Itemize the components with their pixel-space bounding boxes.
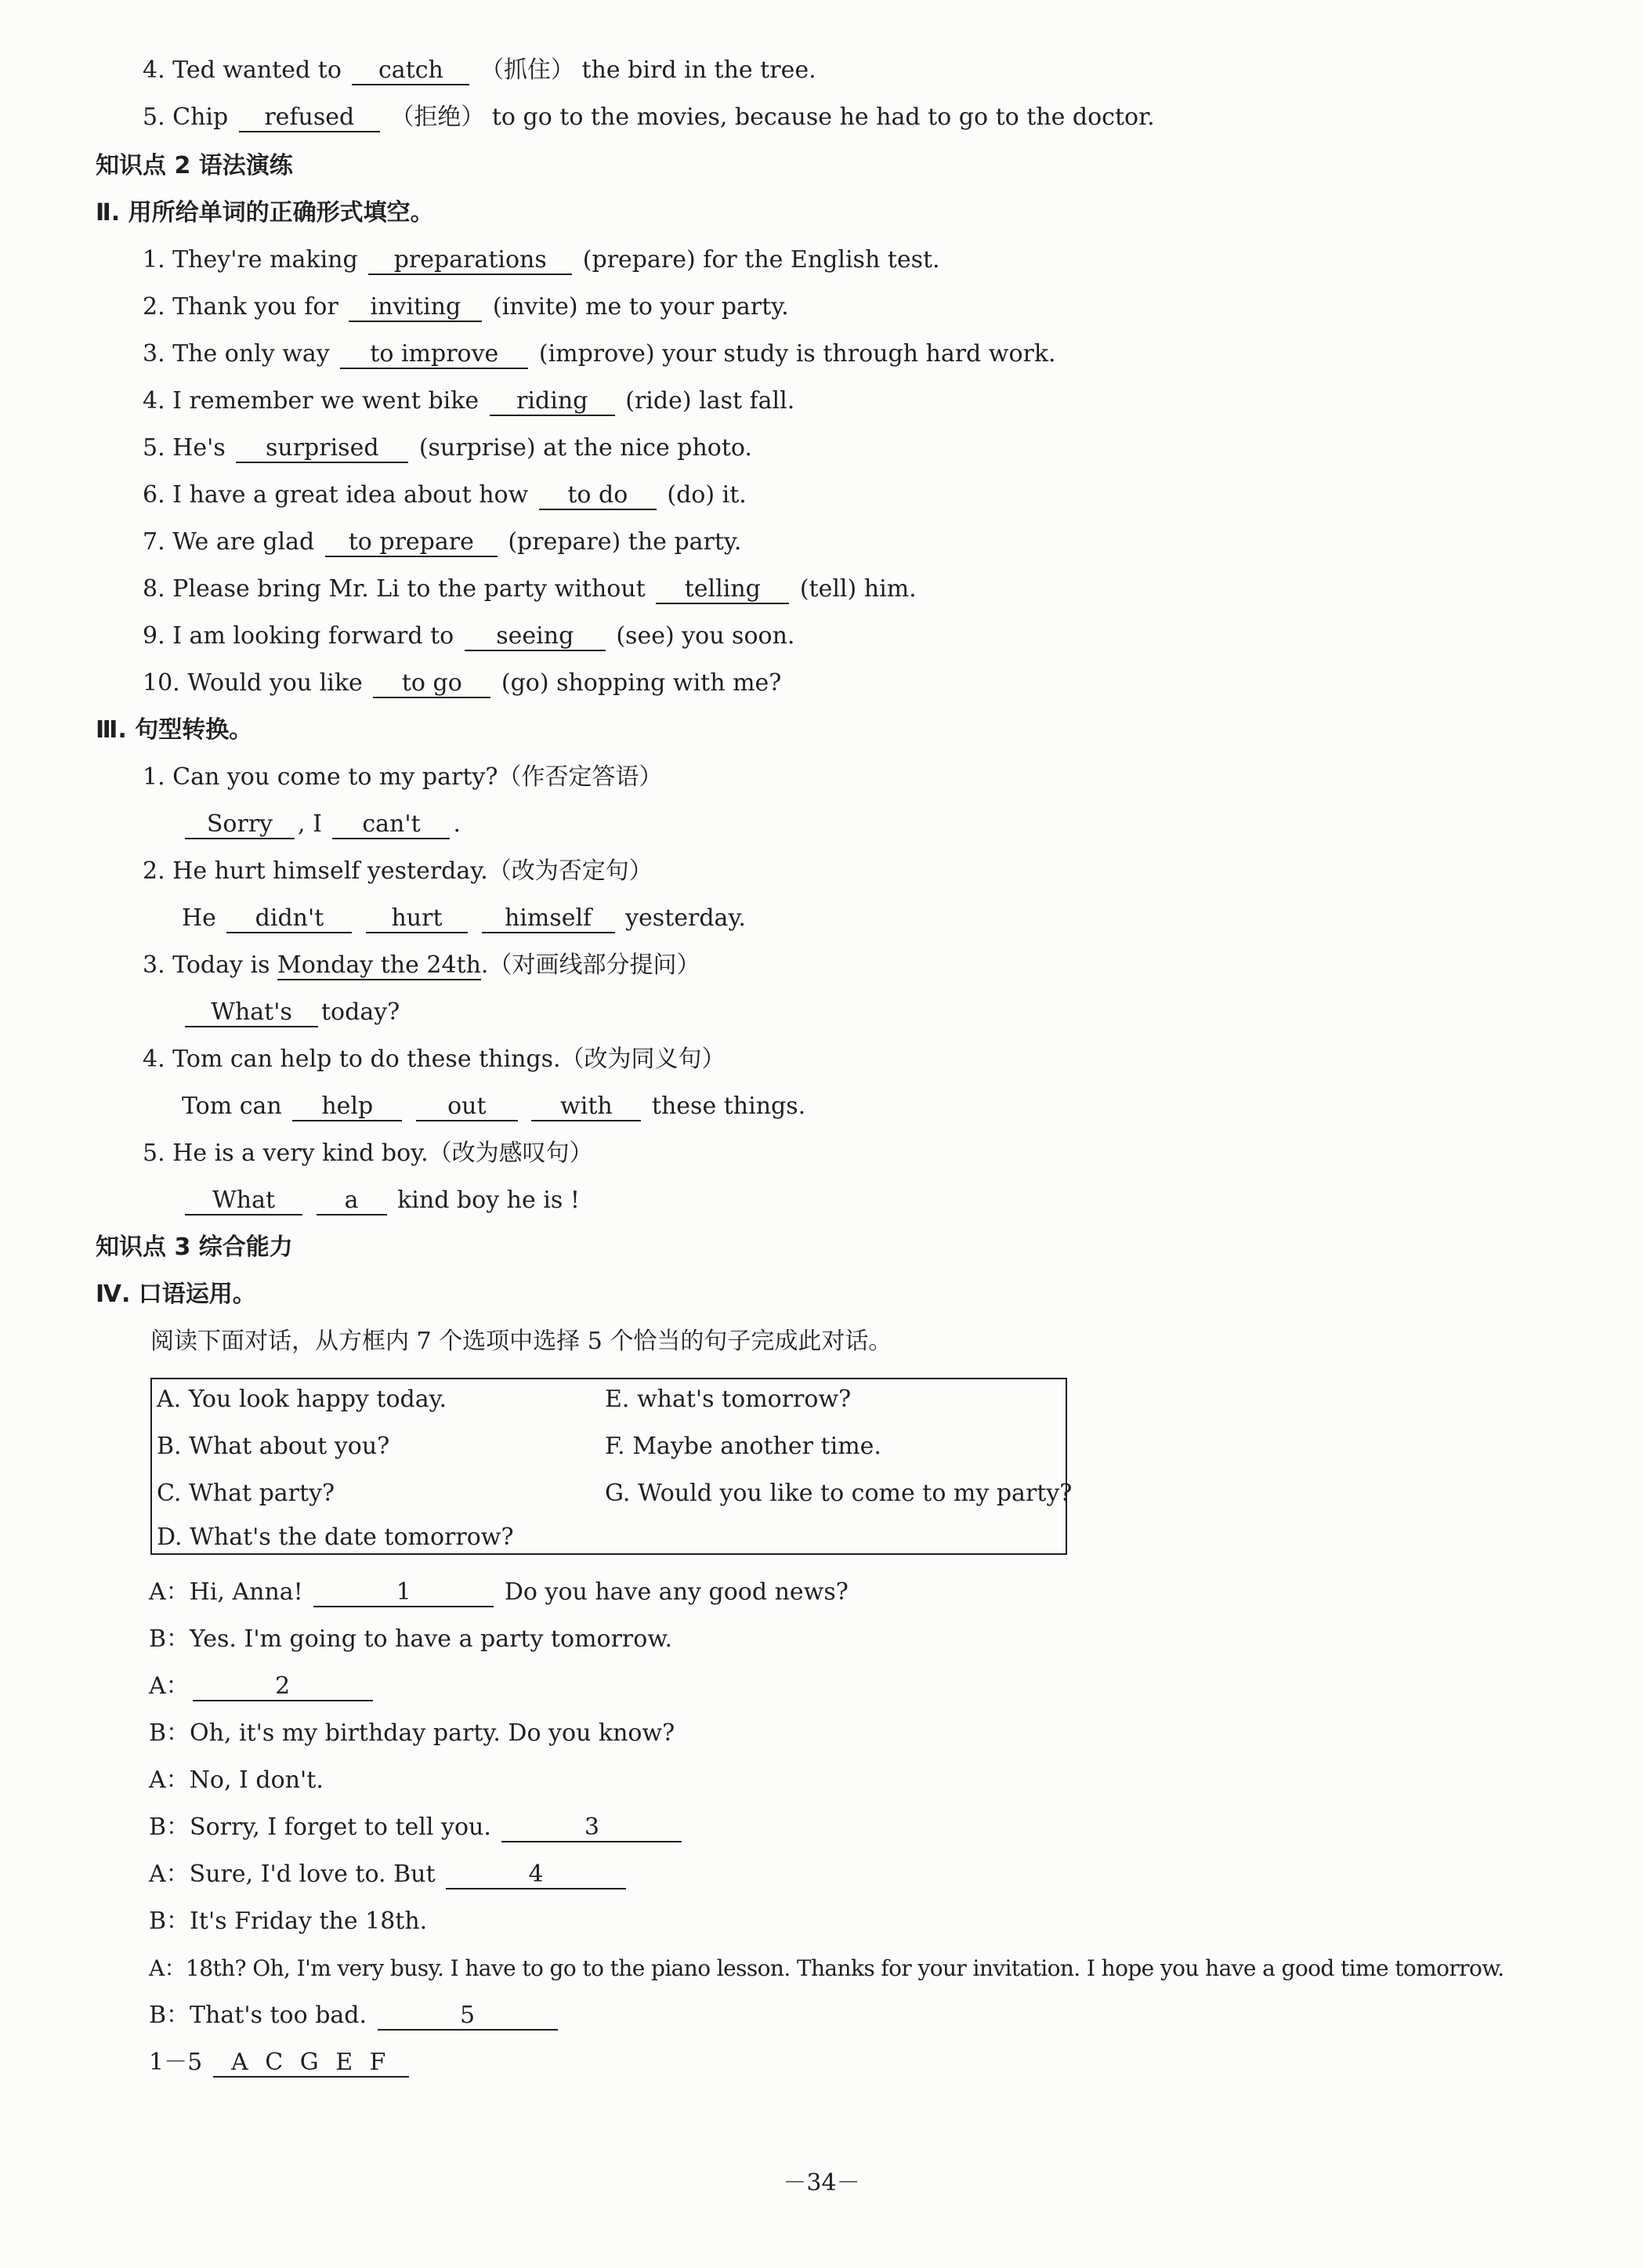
item-prompt: 9. I am looking forward to	[143, 622, 454, 650]
exercise-item	[143, 55, 816, 86]
answer-blank[interactable]: 4	[446, 1861, 626, 1889]
item-prompt: 4. Ted wanted to	[143, 56, 342, 84]
answer-blank[interactable]: hurt	[366, 905, 468, 933]
answer-blank[interactable]: What	[185, 1187, 302, 1216]
dialogue-text: B：Yes. I'm going to have a party tomorrow.	[149, 1625, 672, 1653]
exercise-item	[143, 433, 752, 464]
answer-text: , I	[298, 810, 322, 838]
instruction-text: 阅读下面对话，从方框内 7 个选项中选择 5 个恰当的句子完成此对话。	[150, 1328, 892, 1355]
answer-summary	[149, 2047, 412, 2078]
dialogue-line	[149, 1812, 685, 1843]
answer-text: He	[182, 904, 216, 932]
dialogue-text: B：That's too bad.	[149, 2002, 367, 2029]
answer-text: yesterday.	[625, 904, 746, 932]
dialogue-line	[149, 1671, 376, 1702]
answer-text: .	[453, 810, 461, 838]
item-prompt: 6. I have a great idea about how	[143, 481, 529, 509]
item-prompt: 1. They're making	[143, 246, 358, 274]
answer-blank[interactable]: surprised	[236, 435, 408, 463]
part-title: Ⅱ. 用所给单词的正确形式填空。	[96, 199, 434, 226]
answer-blank[interactable]: inviting	[349, 294, 482, 322]
answer-label: 1－5	[149, 2049, 203, 2076]
answer-blank[interactable]: with	[531, 1093, 641, 1121]
item-suffix: (do) it.	[667, 481, 747, 509]
item-prompt: 7. We are glad	[143, 528, 315, 556]
answer-blank[interactable]: refused	[239, 104, 380, 132]
exercise-item	[143, 339, 1056, 370]
answer-line	[182, 997, 400, 1028]
answer-blank[interactable]: help	[292, 1093, 402, 1121]
item-suffix: (see) you soon.	[616, 622, 795, 650]
item-prompt: 4. I remember we went bike	[143, 387, 480, 415]
item-prompt: 5. He's	[143, 434, 226, 462]
answer-blank[interactable]: to prepare	[325, 529, 498, 557]
question-text: 2. He hurt himself yesterday.（改为否定句）	[143, 857, 653, 885]
answer-line	[182, 1185, 580, 1216]
option-item: G. Would you like to come to my party?	[605, 1480, 1073, 1507]
dialogue-line	[149, 1859, 629, 1890]
exercise-item	[143, 102, 1155, 133]
question-prefix: 3. Today is	[143, 951, 270, 979]
dialogue-text: B：Sorry, I forget to tell you.	[149, 1813, 491, 1841]
exercise-item	[143, 245, 940, 276]
answer-blank[interactable]: can't	[332, 811, 450, 839]
exercise-item	[143, 386, 794, 417]
answer-blank[interactable]: catch	[352, 57, 469, 85]
part-title: Ⅳ. 口语运用。	[96, 1281, 256, 1308]
item-prompt: 2. Thank you for	[143, 293, 338, 321]
exercise-item	[143, 621, 794, 652]
answer-blank[interactable]: a	[317, 1187, 387, 1216]
answer-blank[interactable]: What's	[185, 999, 318, 1027]
answer-blank[interactable]: out	[416, 1093, 518, 1121]
dialogue-text: A：18th? Oh, I'm very busy. I have to go to the piano lesson. Thanks for your invitation. I hope you have a good time tomorrow.	[149, 1955, 1504, 1981]
dialogue-line	[149, 1906, 427, 1937]
dialogue-line	[149, 1624, 672, 1655]
dialogue-line	[149, 1953, 1504, 1984]
item-suffix: (go) shopping with me?	[501, 669, 782, 697]
dialogue-text: A：Hi, Anna!	[149, 1578, 303, 1606]
answer-text: Tom can	[182, 1092, 282, 1120]
answer-blank[interactable]: preparations	[368, 247, 572, 275]
dialogue-text: A：	[149, 1672, 190, 1700]
answer-blank[interactable]: A C G E F	[213, 2049, 409, 2078]
item-prompt: 8. Please bring Mr. Li to the party without	[143, 575, 646, 603]
answer-blank[interactable]: 1	[313, 1579, 494, 1607]
exercise-item	[143, 292, 789, 323]
part-title: Ⅲ. 句型转换。	[96, 716, 253, 744]
answer-text: these things.	[651, 1092, 806, 1120]
section-heading: 知识点 2 语法演练	[96, 152, 293, 179]
option-item: B. What about you?	[157, 1433, 390, 1460]
answer-blank[interactable]: 3	[501, 1814, 682, 1842]
option-item: E. what's tomorrow?	[605, 1386, 852, 1413]
dialogue-line	[149, 1577, 849, 1608]
option-item: A. You look happy today.	[157, 1386, 447, 1413]
item-prompt: 10. Would you like	[143, 669, 363, 697]
item-prompt: 3. The only way	[143, 340, 330, 368]
answer-blank[interactable]: 5	[378, 2002, 558, 2031]
item-suffix: (prepare) for the English test.	[582, 246, 940, 274]
answer-blank[interactable]: to go	[373, 670, 490, 698]
answer-line	[182, 809, 461, 840]
option-item: D. What's the date tomorrow?	[157, 1523, 514, 1551]
option-item: F. Maybe another time.	[605, 1433, 881, 1460]
answer-blank[interactable]: didn't	[226, 905, 352, 933]
exercise-item	[143, 668, 781, 699]
options-box	[150, 1378, 1073, 1555]
item-prompt: 5. Chip	[143, 103, 229, 131]
question-text	[143, 950, 700, 981]
option-item: C. What party?	[157, 1480, 335, 1507]
item-suffix: (invite) me to your party.	[492, 293, 789, 321]
answer-text: kind boy he is !	[397, 1187, 580, 1214]
question-text: 5. He is a very kind boy.（改为感叹句）	[143, 1139, 593, 1167]
dialogue-line	[149, 1718, 675, 1749]
item-suffix: (tell) him.	[799, 575, 917, 603]
exercise-item	[143, 480, 747, 511]
dialogue-line	[149, 2000, 561, 2031]
answer-blank[interactable]: telling	[656, 576, 789, 604]
answer-blank[interactable]: himself	[482, 905, 615, 933]
answer-line	[182, 903, 746, 934]
question-text: 4. Tom can help to do these things.（改为同义句）	[143, 1045, 726, 1073]
dialogue-text: A：Sure, I'd love to. But	[149, 1860, 436, 1888]
item-suffix: (improve) your study is through hard work.	[538, 340, 1056, 368]
item-suffix: （拒绝） to go to the movies, because he had to go to the doctor.	[390, 103, 1155, 131]
answer-blank[interactable]: Sorry	[185, 811, 295, 839]
answer-line	[182, 1091, 805, 1122]
answer-blank[interactable]: riding	[490, 388, 615, 416]
item-suffix: （抓住） the bird in the tree.	[480, 56, 816, 84]
answer-blank[interactable]: 2	[193, 1673, 373, 1701]
answer-blank[interactable]: to improve	[340, 341, 528, 369]
question-text: 1. Can you come to my party?（作否定答语）	[143, 763, 663, 791]
exercise-item	[143, 527, 741, 558]
dialogue-text: Do you have any good news?	[504, 1578, 849, 1606]
section-heading: 知识点 3 综合能力	[96, 1234, 293, 1261]
page-number: －34－	[783, 2169, 860, 2197]
answer-blank[interactable]: seeing	[465, 623, 606, 651]
dialogue-text: B：It's Friday the 18th.	[149, 1908, 428, 1935]
item-suffix: (prepare) the party.	[508, 528, 742, 556]
underlined-phrase: Monday the 24th	[277, 951, 481, 979]
item-suffix: (ride) last fall.	[625, 387, 795, 415]
dialogue-text: A：No, I don't.	[149, 1766, 324, 1794]
item-suffix: (surprise) at the nice photo.	[418, 434, 752, 462]
answer-blank[interactable]: to do	[539, 482, 657, 510]
answer-text: today?	[321, 998, 400, 1026]
question-suffix: .（对画线部分提问）	[480, 951, 700, 979]
exercise-item	[143, 574, 917, 605]
dialogue-text: B：Oh, it's my birthday party. Do you know?	[149, 1719, 675, 1747]
dialogue-line	[149, 1765, 324, 1796]
